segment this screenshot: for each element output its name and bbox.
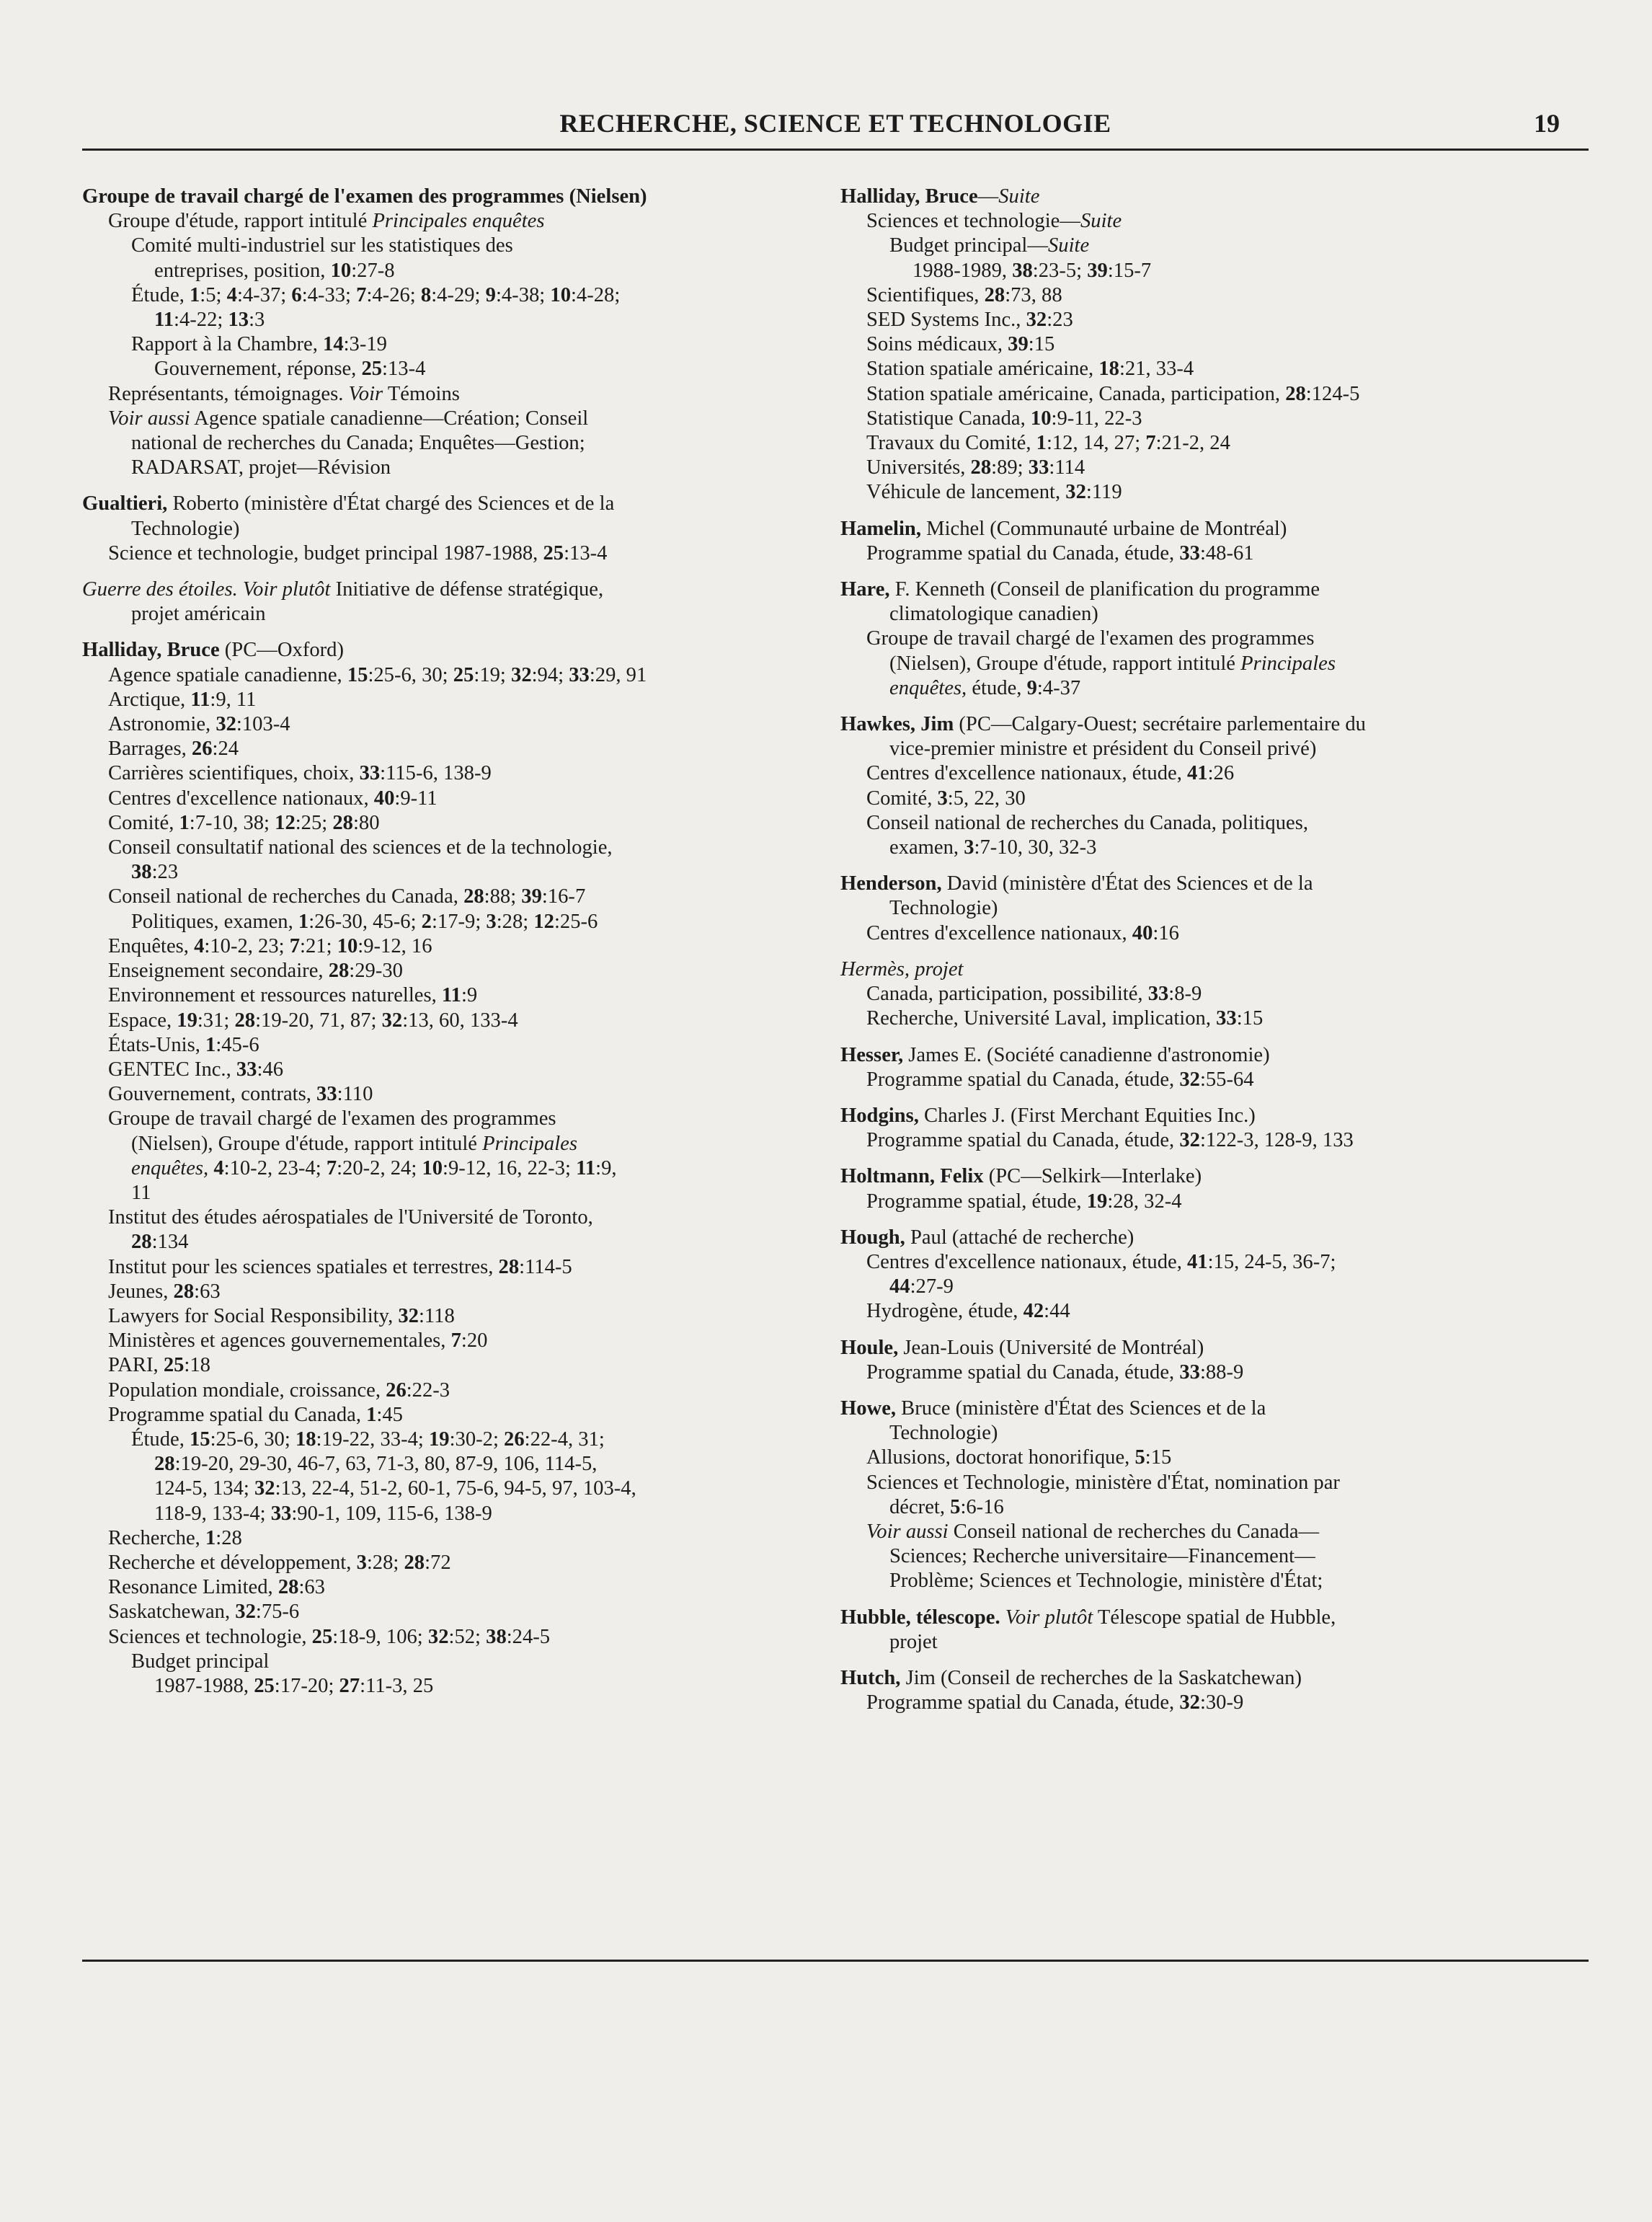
index-heading: Halliday, Bruce—Suite	[840, 185, 1040, 208]
index-heading: Gualtieri, Roberto (ministère d'État chargé des Sciences et de la	[82, 492, 615, 515]
index-subentry: Conseil national de recherches du Canada, politiques,	[866, 811, 1308, 834]
index-subentry: 1987-1988, 25:17-20; 27:11-3, 25	[154, 1674, 434, 1697]
index-subentry: 1988-1989, 38:23-5; 39:15-7	[912, 259, 1152, 282]
index-subentry: Recherche, 1:28	[108, 1526, 242, 1549]
index-subentry: Astronomie, 32:103-4	[108, 713, 290, 736]
index-subentry: Conseil national de recherches du Canada, 28:88; 39:16-7	[108, 885, 586, 908]
index-subentry: Étude, 1:5; 4:4-37; 6:4-33; 7:4-26; 8:4-29; 9:4-38; 10:4-28;	[131, 283, 621, 306]
index-entry	[82, 492, 821, 566]
index-subentry: Barrages, 26:24	[108, 738, 239, 761]
index-subentry: Conseil consultatif national des sciences et de la technologie,	[108, 836, 613, 859]
index-entry	[840, 1666, 1583, 1715]
index-subentry: Programme spatial du Canada, étude, 32:55-64	[866, 1068, 1254, 1091]
index-subentry: Institut des études aérospatiales de l'Université de Toronto,	[108, 1206, 593, 1229]
index-subentry: SED Systems Inc., 32:23	[866, 309, 1073, 332]
index-subentry: PARI, 25:18	[108, 1354, 210, 1377]
index-subentry: Institut pour les sciences spatiales et terrestres, 28:114-5	[108, 1255, 572, 1278]
index-subentry: 28:19-20, 29-30, 46-7, 63, 71-3, 80, 87-9, 106, 114-5,	[154, 1453, 598, 1476]
index-subentry: Comité multi-industriel sur les statistiques des	[131, 234, 513, 257]
index-subentry: Sciences et technologie, 25:18-9, 106; 32:52; 38:24-5	[108, 1625, 551, 1648]
index-subentry: climatologique canadien)	[889, 603, 1098, 626]
index-entry	[840, 1164, 1583, 1213]
index-subentry: Centres d'excellence nationaux, étude, 41:15, 24-5, 36-7;	[866, 1250, 1336, 1273]
index-entry	[840, 872, 1583, 946]
index-subentry: Centres d'excellence nationaux, 40:9-11	[108, 787, 438, 810]
index-subentry: projet américain	[131, 603, 266, 626]
index-subentry: Enseignement secondaire, 28:29-30	[108, 960, 403, 983]
index-entry	[840, 1397, 1583, 1594]
index-subentry: Population mondiale, croissance, 26:22-3	[108, 1378, 450, 1402]
index-subentry: Programme spatial du Canada, étude, 33:88-9	[866, 1360, 1244, 1384]
index-heading: Holtmann, Felix (PC—Selkirk—Interlake)	[840, 1165, 1202, 1188]
running-title: RECHERCHE, SCIENCE ET TECHNOLOGIE	[559, 109, 1111, 138]
index-subentry: Technologie)	[889, 1422, 998, 1445]
index-subentry: Programme spatial du Canada, étude, 32:30-9	[866, 1691, 1244, 1714]
index-subentry: Jeunes, 28:63	[108, 1280, 221, 1303]
index-subentry: 44:27-9	[889, 1275, 954, 1298]
footer-rule	[82, 1960, 1589, 1962]
index-heading: Hare, F. Kenneth (Conseil de planification du programme	[840, 578, 1320, 601]
index-subentry: 11	[131, 1181, 151, 1204]
index-subentry: Hydrogène, étude, 42:44	[866, 1300, 1070, 1323]
index-subentry: Groupe de travail chargé de l'examen des programmes	[866, 627, 1315, 650]
index-subentry: Étude, 15:25-6, 30; 18:19-22, 33-4; 19:30-2; 26:22-4, 31;	[131, 1428, 605, 1451]
index-heading: Hamelin, Michel (Communauté urbaine de Montréal)	[840, 517, 1287, 540]
index-subentry: Comité, 3:5, 22, 30	[866, 787, 1026, 810]
index-subentry: Canada, participation, possibilité, 33:8-9	[866, 983, 1202, 1006]
index-subentry: Station spatiale américaine, 18:21, 33-4	[866, 358, 1194, 381]
index-subentry: Programme spatial du Canada, étude, 32:122-3, 128-9, 133	[866, 1129, 1354, 1152]
index-subentry: 28:134	[131, 1231, 189, 1254]
index-heading: Hutch, Jim (Conseil de recherches de la Saskatchewan)	[840, 1666, 1302, 1689]
index-subentry: Gouvernement, contrats, 33:110	[108, 1083, 373, 1106]
index-entry	[840, 517, 1583, 566]
index-entry	[82, 638, 821, 1699]
index-subentry: Recherche et développement, 3:28; 28:72	[108, 1551, 451, 1574]
index-subentry: Budget principal	[131, 1650, 270, 1673]
index-heading: Henderson, David (ministère d'État des Sciences et de la	[840, 872, 1313, 895]
index-heading: Houle, Jean-Louis (Université de Montréal)	[840, 1336, 1204, 1359]
index-subentry: Programme spatial du Canada, étude, 33:48-61	[866, 541, 1254, 565]
page-number: 19	[1534, 109, 1560, 138]
index-subentry: Groupe de travail chargé de l'examen des programmes	[108, 1107, 556, 1130]
index-subentry: Problème; Sciences et Technologie, ministère d'État;	[889, 1570, 1323, 1593]
index-subentry: Agence spatiale canadienne, 15:25-6, 30; 25:19; 32:94; 33:29, 91	[108, 663, 647, 686]
index-entry	[840, 712, 1583, 860]
index-subentry: (Nielsen), Groupe d'étude, rapport intitulé Principales	[131, 1132, 577, 1155]
index-heading: Hodgins, Charles J. (First Merchant Equities Inc.)	[840, 1104, 1256, 1127]
index-subentry: Science et technologie, budget principal 1987-1988, 25:13-4	[108, 541, 608, 565]
index-subentry: décret, 5:6-16	[889, 1495, 1004, 1518]
index-subentry: 38:23	[131, 861, 179, 884]
index-subentry: enquêtes, étude, 9:4-37	[889, 676, 1081, 699]
index-subentry: Allusions, doctorat honorifique, 5:15	[866, 1446, 1172, 1469]
index-heading: Hough, Paul (attaché de recherche)	[840, 1226, 1134, 1249]
index-subentry: Véhicule de lancement, 32:119	[866, 481, 1122, 504]
index-entry	[840, 1606, 1583, 1655]
index-entry	[840, 185, 1583, 505]
index-subentry: Programme spatial du Canada, 1:45	[108, 1403, 403, 1426]
index-heading: Hermès, projet	[840, 957, 964, 981]
index-heading: Hawkes, Jim (PC—Calgary-Ouest; secrétaire parlementaire du	[840, 713, 1366, 736]
page-header	[82, 108, 1589, 151]
index-subentry: Scientifiques, 28:73, 88	[866, 283, 1062, 306]
index-subentry: Rapport à la Chambre, 14:3-19	[131, 333, 387, 356]
index-subentry: national de recherches du Canada; Enquêtes—Gestion;	[131, 432, 585, 455]
index-subentry: Centres d'excellence nationaux, 40:16	[866, 921, 1179, 944]
index-subentry: Statistique Canada, 10:9-11, 22-3	[866, 407, 1142, 430]
index-subentry: États-Unis, 1:45-6	[108, 1033, 259, 1056]
index-subentry: projet	[889, 1630, 938, 1653]
index-subentry: examen, 3:7-10, 30, 32-3	[889, 836, 1097, 859]
index-entry	[840, 1336, 1583, 1385]
index-subentry: Politiques, examen, 1:26-30, 45-6; 2:17-9; 3:28; 12:25-6	[131, 910, 598, 933]
index-entry	[82, 185, 821, 480]
index-subentry: Travaux du Comité, 1:12, 14, 27; 7:21-2, 24	[866, 432, 1230, 455]
index-subentry: Resonance Limited, 28:63	[108, 1576, 325, 1599]
index-subentry: Station spatiale américaine, Canada, participation, 28:124-5	[866, 382, 1360, 405]
index-subentry: Représentants, témoignages. Voir Témoins	[108, 382, 460, 405]
index-subentry: Programme spatial, étude, 19:28, 32-4	[866, 1190, 1182, 1213]
index-subentry: Enquêtes, 4:10-2, 23; 7:21; 10:9-12, 16	[108, 934, 432, 957]
index-subentry: Technologie)	[131, 517, 240, 540]
index-entry	[840, 1104, 1583, 1153]
index-heading: Guerre des étoiles. Voir plutôt Initiative de défense stratégique,	[82, 578, 604, 601]
index-subentry: Universités, 28:89; 33:114	[866, 456, 1085, 479]
index-heading: Groupe de travail chargé de l'examen des programmes (Nielsen)	[82, 185, 647, 208]
index-entry	[840, 1226, 1583, 1324]
index-heading: Hesser, James E. (Société canadienne d'astronomie)	[840, 1043, 1270, 1066]
index-column-left	[82, 185, 821, 1710]
index-subentry: Centres d'excellence nationaux, étude, 41:26	[866, 762, 1235, 785]
index-subentry: Ministères et agences gouvernementales, 7:20	[108, 1329, 488, 1353]
index-subentry: entreprises, position, 10:27-8	[154, 259, 395, 282]
index-entry	[82, 577, 821, 627]
index-subentry: Groupe d'étude, rapport intitulé Principales enquêtes	[108, 210, 545, 233]
index-subentry: Lawyers for Social Responsibility, 32:118	[108, 1304, 455, 1327]
index-subentry: Budget principal—Suite	[889, 234, 1090, 257]
index-subentry: Arctique, 11:9, 11	[108, 688, 257, 711]
index-subentry: Technologie)	[889, 897, 998, 920]
index-heading: Howe, Bruce (ministère d'État des Sciences et de la	[840, 1397, 1266, 1420]
index-subentry: Voir aussi Conseil national de recherches du Canada—	[866, 1520, 1320, 1543]
index-entry	[840, 577, 1583, 701]
index-subentry: Sciences et technologie—Suite	[866, 210, 1122, 233]
index-subentry: Sciences et Technologie, ministère d'État, nomination par	[866, 1471, 1340, 1494]
index-column-right	[840, 185, 1583, 1727]
index-subentry: Gouvernement, réponse, 25:13-4	[154, 358, 426, 381]
index-subentry: Voir aussi Agence spatiale canadienne—Création; Conseil	[108, 407, 589, 430]
index-subentry: enquêtes, 4:10-2, 23-4; 7:20-2, 24; 10:9-12, 16, 22-3; 11:9,	[131, 1156, 617, 1179]
index-subentry: 118-9, 133-4; 33:90-1, 109, 115-6, 138-9	[154, 1502, 492, 1525]
index-entry	[840, 957, 1583, 1032]
index-subentry: Saskatchewan, 32:75-6	[108, 1601, 300, 1624]
index-subentry: Comité, 1:7-10, 38; 12:25; 28:80	[108, 811, 380, 834]
index-subentry: Recherche, Université Laval, implication, 33:15	[866, 1007, 1264, 1030]
header-rule	[82, 149, 1589, 151]
index-subentry: GENTEC Inc., 33:46	[108, 1058, 284, 1081]
index-heading: Hubble, télescope. Voir plutôt Télescope spatial de Hubble,	[840, 1606, 1336, 1629]
index-subentry: 124-5, 134; 32:13, 22-4, 51-2, 60-1, 75-6, 94-5, 97, 103-4,	[154, 1477, 636, 1500]
index-subentry: 11:4-22; 13:3	[154, 309, 265, 332]
index-subentry: Soins médicaux, 39:15	[866, 333, 1055, 356]
index-subentry: Environnement et ressources naturelles, 11:9	[108, 984, 478, 1007]
index-heading: Halliday, Bruce (PC—Oxford)	[82, 639, 344, 662]
index-subentry: RADARSAT, projet—Révision	[131, 456, 391, 479]
index-subentry: vice-premier ministre et président du Conseil privé)	[889, 738, 1317, 761]
index-subentry: Espace, 19:31; 28:19-20, 71, 87; 32:13, 60, 133-4	[108, 1009, 518, 1032]
index-subentry: (Nielsen), Groupe d'étude, rapport intitulé Principales	[889, 652, 1336, 675]
index-subentry: Sciences; Recherche universitaire—Financement—	[889, 1545, 1315, 1568]
index-entry	[840, 1043, 1583, 1092]
index-subentry: Carrières scientifiques, choix, 33:115-6, 138-9	[108, 762, 492, 785]
